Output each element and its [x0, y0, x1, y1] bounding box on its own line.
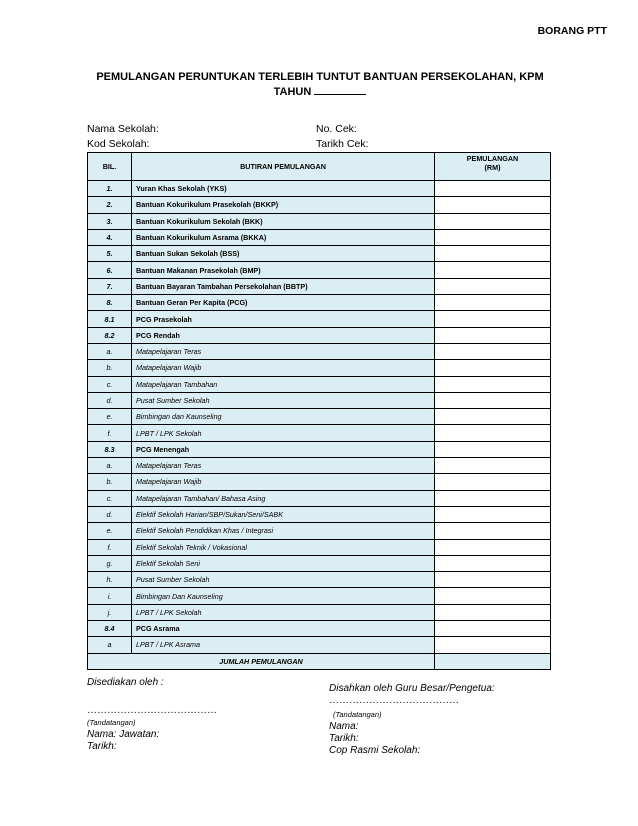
school-code-label: Kod Sekolah: — [87, 138, 150, 150]
header-bil: BIL. — [88, 153, 132, 181]
row-amount-cell[interactable] — [435, 539, 551, 555]
row-bil: 8. — [88, 295, 132, 311]
row-bil: 8.1 — [88, 311, 132, 327]
year-blank — [314, 85, 366, 95]
row-description: Matapelajaran Teras — [132, 458, 435, 474]
row-amount-cell[interactable] — [435, 213, 551, 229]
row-amount-cell[interactable] — [435, 295, 551, 311]
row-description: PCG Menengah — [132, 441, 435, 457]
row-amount-cell[interactable] — [435, 360, 551, 376]
row-amount-cell[interactable] — [435, 327, 551, 343]
table-row — [88, 409, 551, 425]
row-description: LPBT / LPK Sekolah — [132, 425, 435, 441]
row-bil: 8.4 — [88, 621, 132, 637]
row-amount-cell[interactable] — [435, 197, 551, 213]
row-bil: h. — [88, 572, 132, 588]
row-bil: f. — [88, 539, 132, 555]
row-description: Bantuan Bayaran Tambahan Persekolahan (BBTP) — [132, 278, 435, 294]
header-pemulangan-unit: (RM) — [484, 163, 501, 172]
table-row — [88, 278, 551, 294]
row-bil: a. — [88, 343, 132, 359]
row-amount-cell[interactable] — [435, 572, 551, 588]
table-row — [88, 555, 551, 571]
row-amount-cell[interactable] — [435, 555, 551, 571]
row-amount-cell[interactable] — [435, 621, 551, 637]
row-description: Bimbingan Dan Kaunseling — [132, 588, 435, 604]
header-pemulangan-label: PEMULANGAN — [466, 154, 519, 163]
row-bil: a. — [88, 458, 132, 474]
row-description: Elektif Sekolah Teknik / Vokasional — [132, 539, 435, 555]
table-row — [88, 181, 551, 197]
row-amount-cell[interactable] — [435, 246, 551, 262]
approved-name: Nama: — [329, 721, 359, 732]
row-description: Bimbingan dan Kaunseling — [132, 409, 435, 425]
title-year-label: TAHUN — [273, 86, 312, 98]
approved-signature-label: (Tandatangan) — [333, 710, 382, 719]
row-bil: 3. — [88, 213, 132, 229]
table-row — [88, 458, 551, 474]
approved-by-label: Disahkan oleh Guru Besar/Pengetua: — [329, 683, 495, 694]
row-amount-cell[interactable] — [435, 278, 551, 294]
table-row — [88, 474, 551, 490]
row-amount-cell[interactable] — [435, 523, 551, 539]
row-description: Matapelajaran Tambahan — [132, 376, 435, 392]
row-bil: a — [88, 637, 132, 653]
row-description: Bantuan Kokurikulum Sekolah (BKK) — [132, 213, 435, 229]
row-amount-cell[interactable] — [435, 458, 551, 474]
approved-signature-line[interactable]: ………………………………… — [329, 695, 459, 706]
row-amount-cell[interactable] — [435, 425, 551, 441]
row-bil: 5. — [88, 246, 132, 262]
table-row — [88, 425, 551, 441]
row-bil: c. — [88, 376, 132, 392]
row-bil: 8.3 — [88, 441, 132, 457]
cheque-date-label: Tarikh Cek: — [316, 138, 369, 150]
row-amount-cell[interactable] — [435, 490, 551, 506]
row-bil: b. — [88, 360, 132, 376]
row-amount-cell[interactable] — [435, 392, 551, 408]
row-description: LPBT / LPK Asrama — [132, 637, 435, 653]
total-row — [88, 653, 551, 669]
row-bil: j. — [88, 604, 132, 620]
table-row — [88, 392, 551, 408]
row-description: Pusat Sumber Sekolah — [132, 392, 435, 408]
row-amount-cell[interactable] — [435, 506, 551, 522]
row-amount-cell[interactable] — [435, 409, 551, 425]
row-bil: i. — [88, 588, 132, 604]
row-bil: c. — [88, 490, 132, 506]
row-bil: b. — [88, 474, 132, 490]
total-amount[interactable] — [435, 653, 551, 669]
row-amount-cell[interactable] — [435, 343, 551, 359]
table-row — [88, 506, 551, 522]
table-row — [88, 637, 551, 653]
row-bil: 2. — [88, 197, 132, 213]
table-row — [88, 572, 551, 588]
row-description: LPBT / LPK Sekolah — [132, 604, 435, 620]
row-amount-cell[interactable] — [435, 637, 551, 653]
row-amount-cell[interactable] — [435, 441, 551, 457]
official-stamp-label: Cop Rasmi Sekolah: — [329, 745, 421, 756]
row-description: Bantuan Kokurikulum Prasekolah (BKKP) — [132, 197, 435, 213]
row-amount-cell[interactable] — [435, 604, 551, 620]
prepared-date: Tarikh: — [87, 741, 117, 752]
table-row — [88, 376, 551, 392]
table-row — [88, 343, 551, 359]
row-bil: 4. — [88, 229, 132, 245]
row-description: Bantuan Sukan Sekolah (BSS) — [132, 246, 435, 262]
row-bil: e. — [88, 523, 132, 539]
row-amount-cell[interactable] — [435, 311, 551, 327]
row-description: Elektif Sekolah Pendidikan Khas / Integrasi — [132, 523, 435, 539]
title-line-1: PEMULANGAN PERUNTUKAN TERLEBIH TUNTUT BANTUAN PERSEKOLAHAN, KPM — [96, 71, 544, 83]
row-description: Pusat Sumber Sekolah — [132, 572, 435, 588]
table-row — [88, 327, 551, 343]
row-bil: d. — [88, 392, 132, 408]
row-amount-cell[interactable] — [435, 376, 551, 392]
row-description: PCG Asrama — [132, 621, 435, 637]
row-amount-cell[interactable] — [435, 262, 551, 278]
table-row — [88, 213, 551, 229]
title-line-2 — [80, 85, 560, 100]
total-label: JUMLAH PEMULANGAN — [88, 653, 435, 669]
prepared-signature-label: (Tandatangan) — [87, 718, 136, 727]
row-description: Yuran Khas Sekolah (YKS) — [132, 181, 435, 197]
form-title — [80, 70, 560, 100]
row-bil: 1. — [88, 181, 132, 197]
row-amount-cell[interactable] — [435, 588, 551, 604]
approved-by-block — [329, 683, 495, 757]
row-description: Matapelajaran Wajib — [132, 360, 435, 376]
prepared-signature-line[interactable]: ………………………………… — [87, 705, 217, 716]
table-row — [88, 539, 551, 555]
row-bil: d. — [88, 506, 132, 522]
table-row — [88, 229, 551, 245]
row-bil: g. — [88, 555, 132, 571]
row-amount-cell[interactable] — [435, 181, 551, 197]
school-name-label: Nama Sekolah: — [87, 123, 159, 135]
header-pemulangan — [435, 153, 551, 181]
table-row — [88, 441, 551, 457]
row-amount-cell[interactable] — [435, 474, 551, 490]
row-amount-cell[interactable] — [435, 229, 551, 245]
return-table — [87, 152, 551, 670]
table-row — [88, 197, 551, 213]
table-row — [88, 246, 551, 262]
table-row — [88, 621, 551, 637]
row-description: Bantuan Kokurikulum Asrama (BKKA) — [132, 229, 435, 245]
row-bil: e. — [88, 409, 132, 425]
row-description: Matapelajaran Teras — [132, 343, 435, 359]
table-row — [88, 523, 551, 539]
table-row — [88, 262, 551, 278]
table-row — [88, 588, 551, 604]
table-row — [88, 311, 551, 327]
row-description: Matapelajaran Tambahan/ Bahasa Asing — [132, 490, 435, 506]
row-description: Elektif Sekolah Seni — [132, 555, 435, 571]
row-description: Elektif Sekolah Harian/SBP/Sukan/Seni/SABK — [132, 506, 435, 522]
row-description: Bantuan Makanan Prasekolah (BMP) — [132, 262, 435, 278]
table-row — [88, 360, 551, 376]
table-row — [88, 295, 551, 311]
table-row — [88, 490, 551, 506]
prepared-by-label: Disediakan oleh : — [87, 677, 164, 688]
header-butiran: BUTIRAN PEMULANGAN — [132, 153, 435, 181]
row-description: PCG Rendah — [132, 327, 435, 343]
row-description: Matapelajaran Wajib — [132, 474, 435, 490]
row-description: Bantuan Geran Per Kapita (PCG) — [132, 295, 435, 311]
cheque-no-label: No. Cek: — [316, 123, 357, 135]
table-row — [88, 604, 551, 620]
prepared-name-position: Nama: Jawatan: — [87, 729, 160, 740]
approved-date: Tarikh: — [329, 733, 359, 744]
row-description: PCG Prasekolah — [132, 311, 435, 327]
row-bil: f. — [88, 425, 132, 441]
prepared-by-block — [87, 677, 217, 753]
row-bil: 6. — [88, 262, 132, 278]
table-header-row — [88, 153, 551, 181]
row-bil: 7. — [88, 278, 132, 294]
row-bil: 8.2 — [88, 327, 132, 343]
form-code: BORANG PTT — [537, 25, 607, 37]
